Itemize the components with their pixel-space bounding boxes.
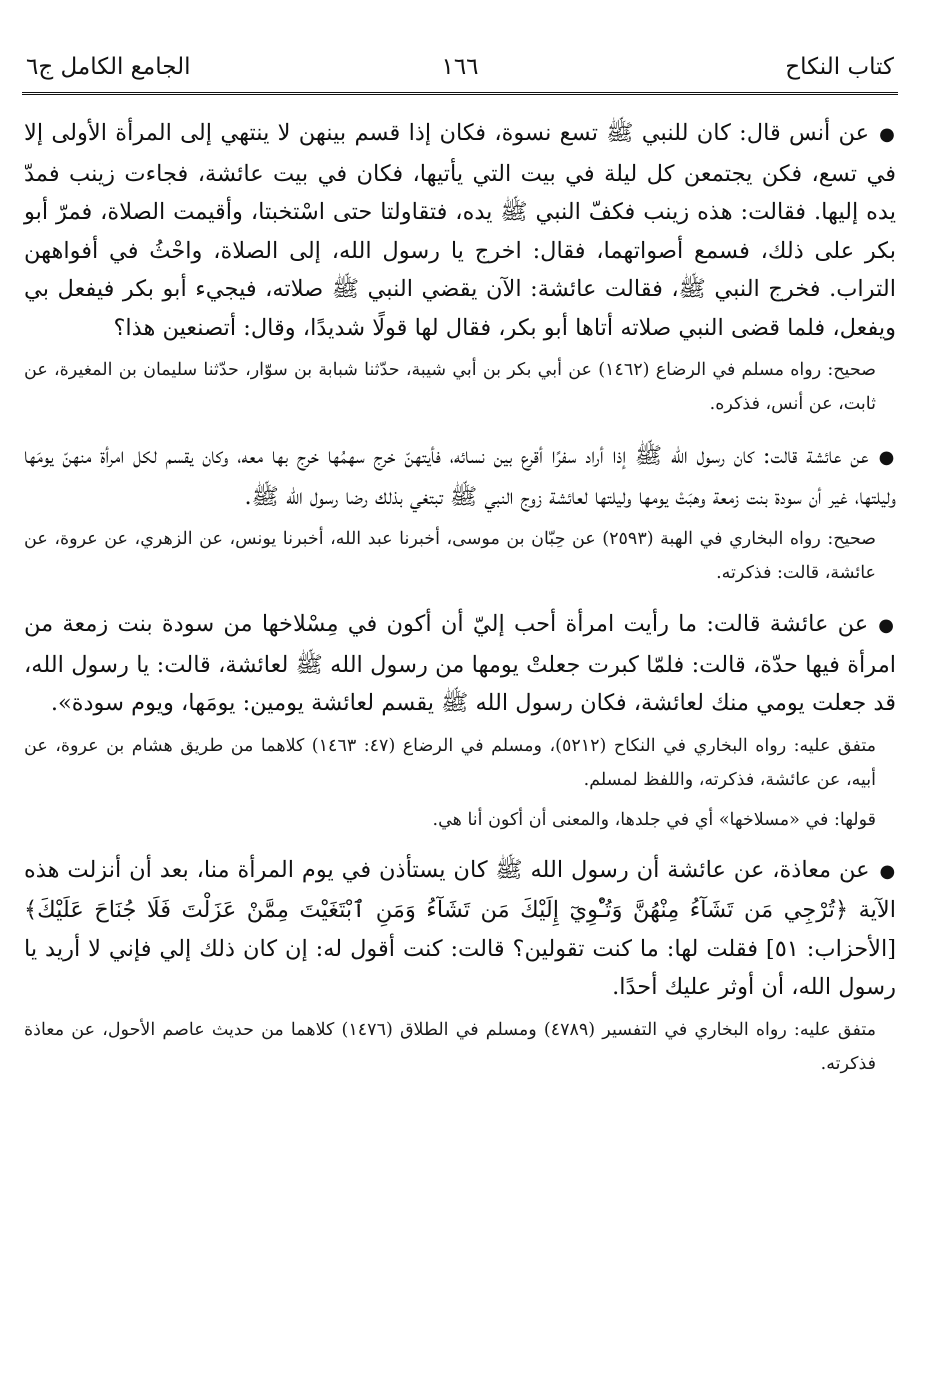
bullet-icon: ● xyxy=(878,615,896,636)
hadith-body: عن معاذة، عن عائشة أن رسول الله ﷺ كان يستأذن في يوم المرأة منا، بعد أن أنزلت هذه الآية ﴿تُرْجِي مَن تَشَآءُ مِنْهُنَّ وَتُـْٔوِيٓ إِلَيْكَ مَن تَشَآءُ وَمَنِ ٱبْتَغَيْتَ مِمَّنْ عَزَلْتَ فَلَا جُنَاحَ عَلَيْكَ﴾ [الأحزاب: ٥١] فقلت لها: ما كنت تقولين؟ قالت: كنت أقول له: إن كان ذلك إلي فإني لا أريد يا رسول الله، أن أوثر عليك أحدًا. xyxy=(24,856,897,1000)
takhrij-text: متفق عليه: رواه البخاري في التفسير (٤٧٨٩) ومسلم في الطلاق (١٤٧٦) كلاهما من حديث عاصم الأحول، عن معاذة فذكرته. xyxy=(24,1019,876,1074)
hadith-text xyxy=(22,114,898,347)
hadith-body: عن عائشة قالت: كان رسول الله ﷺ إذا أراد سفرًا أقرع بين نسائه، فأيتهنّ خرج سهمُها خرج بها معه، وكان يقسم لكل امرأة منهنّ يومَها وليلتها، غير أن سودة بنت زمعة وهبَتْ يومها وليلتها لعائشة زوج النبي ﷺ تبتغي بذلك رضا رسول الله ﷺ. xyxy=(24,443,896,510)
book-page xyxy=(22,40,898,1081)
hadith-body: عن عائشة قالت: ما رأيت امرأة أحب إليّ أن أكون في مِسْلاخها من سودة بنت زمعة من امرأة فيها حدّة، قالت: فلمّا كبرت جعلتْ يومها من رسول الله ﷺ لعائشة، قالت: يا رسول الله، قد جعلت يومي منك لعائشة، فكان رسول الله ﷺ يقسم لعائشة يومين: يومَها، ويوم سودة». xyxy=(24,611,896,716)
page-number: ١٦٦ xyxy=(441,54,479,80)
page-header xyxy=(22,40,898,95)
bullet-icon: ● xyxy=(878,447,896,468)
takhrij-text: متفق عليه: رواه البخاري في النكاح (٥٢١٢)، ومسلم في الرضاع (٤٧: ١٤٦٣) كلاهما من طريق هشام بن عروة، عن أبيه، عن عائشة، فذكرته، واللفظ لمسلم. xyxy=(24,735,876,790)
hadith-body: عن أنس قال: كان للنبي ﷺ تسع نسوة، فكان إذا قسم بينهن لا ينتهي إلى المرأة الأولى إلا في تسع، فكن يجتمعن كل ليلة في بيت التي يأتيها، فكان في بيت عائشة، فجاءت زينب فمدّ يده إليها. فقالت: هذه زينب فكفّ النبي ﷺ يده، فتقاولتا حتى اسْتخبتا، وأقيمت الصلاة، فمرّ أبو بكر على ذلك، فسمع أصواتهما، فقال: اخرج يا رسول الله، إلى الصلاة، واحْثُ في أفواههن التراب. فخرج النبي ﷺ، فقالت عائشة: الآن يقضي النبي ﷺ صلاته، فيجيء أبو بكر فيفعل بي ويفعل، فلما قضى النبي صلاته أتاها أبو بكر، فقال لها قولًا شديدًا، وقال: أتصنعين هذا؟ xyxy=(24,120,896,341)
bullet-icon: ● xyxy=(879,860,896,882)
hadith-text xyxy=(22,605,898,723)
hadith-text xyxy=(22,437,898,516)
book-title: كتاب النكاح xyxy=(785,54,894,80)
takhrij-text: صحيح: رواه البخاري في الهبة (٢٥٩٣) عن حِبّان بن موسى، أخبرنا عبد الله، أخبرنا يونس، عن الزهري، عن عروة، عن عائشة، قالت: فذكرته. xyxy=(24,529,876,583)
volume-title: الجامع الكامل ج٦ xyxy=(26,54,191,80)
hadith-text xyxy=(22,851,898,1007)
takhrij-text: صحيح: رواه مسلم في الرضاع (١٤٦٢) عن أبي بكر بن أبي شيبة، حدّثنا شبابة بن سوّار، حدّثنا سليمان بن المغيرة، عن ثابت، عن أنس، فذكره. xyxy=(24,360,876,414)
explanatory-note: قولها: في «مسلاخها» أي في جلدها، والمعنى أن أكون أنا هي. xyxy=(432,809,876,830)
bullet-icon: ● xyxy=(879,124,896,145)
